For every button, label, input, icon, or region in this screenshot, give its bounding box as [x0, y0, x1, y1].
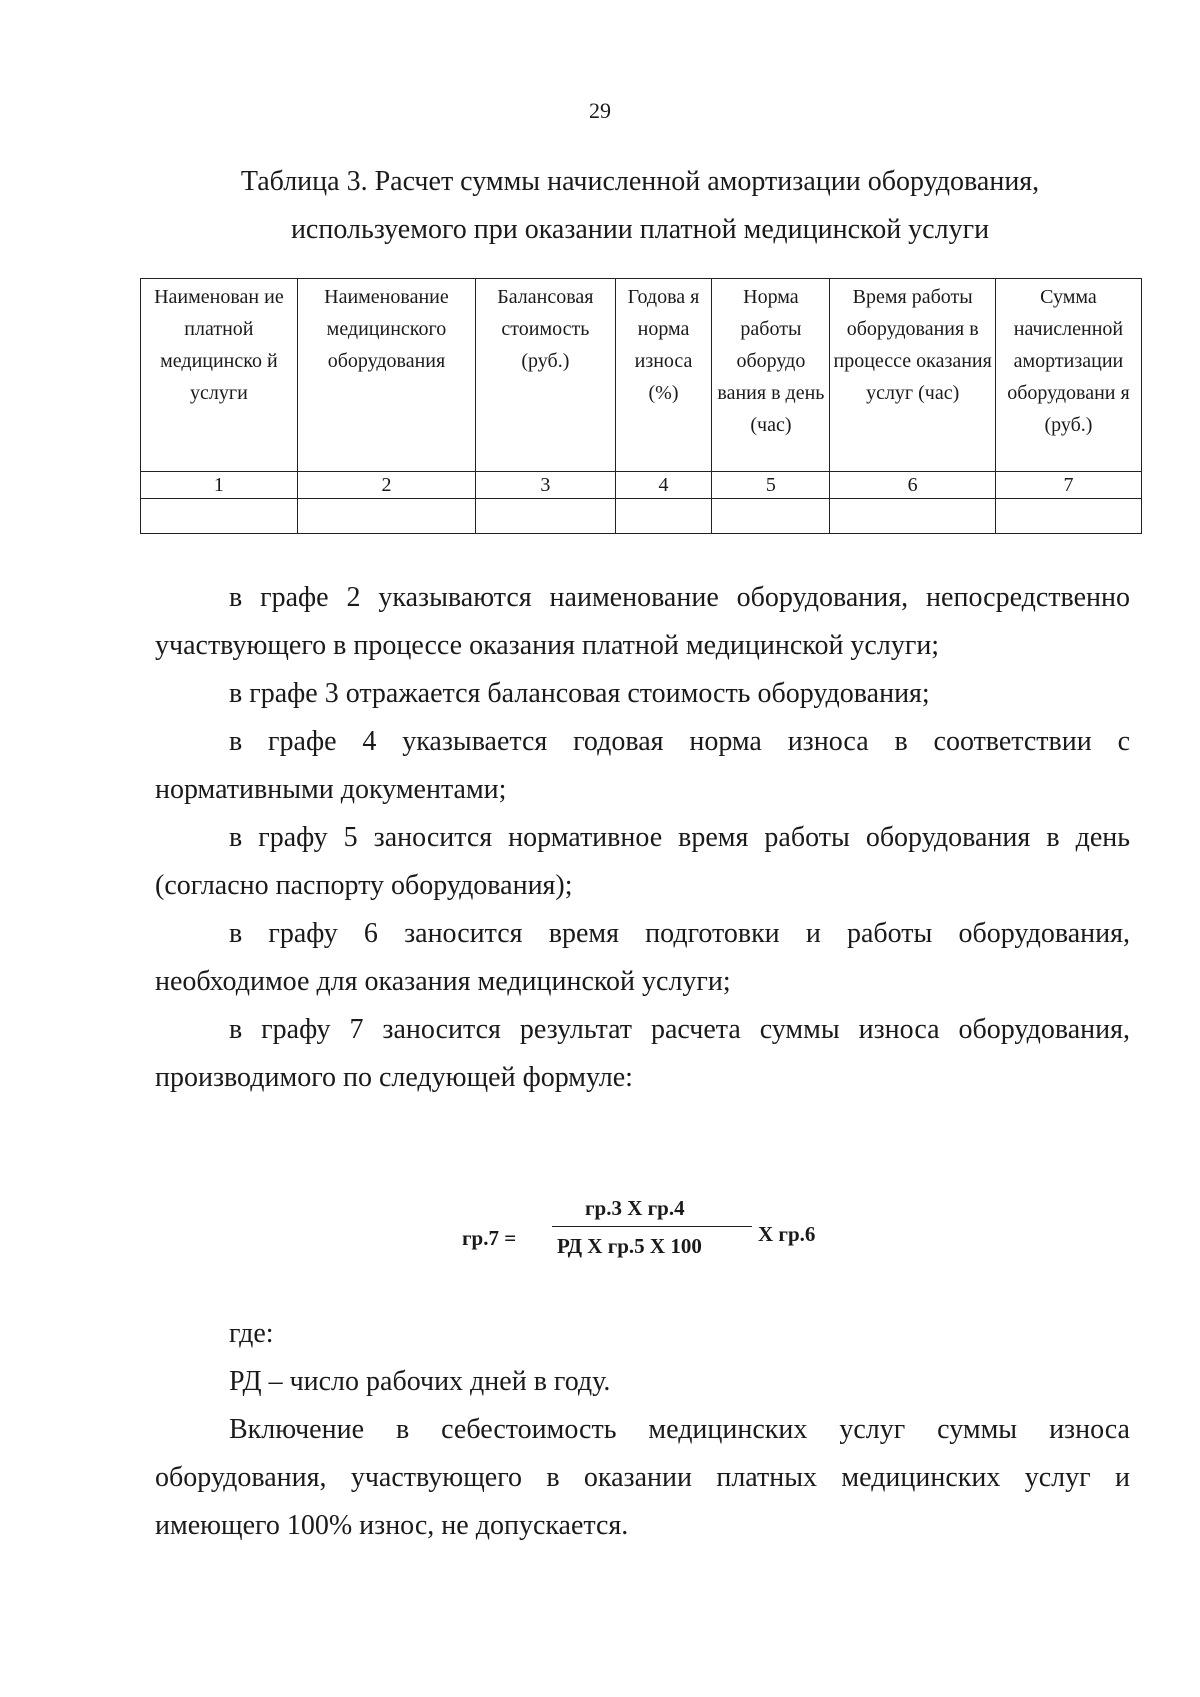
header-cell: Балансовая стоимость (руб.) [476, 279, 616, 472]
closing-paragraph: Включение в себестоимость медицинских услуг суммы износа оборудования, участвующего в оказании платных медицинских услуг и имеющего 100% износ, не допускается. [155, 1414, 1130, 1541]
empty-cell [615, 499, 712, 534]
page-number: 29 [589, 98, 611, 123]
paragraph-column-4: в графе 4 указывается годовая норма износа в соответствии с нормативными документами; [155, 726, 1130, 805]
header-cell: Годова я норма износа (%) [615, 279, 712, 472]
header-cell: Норма работы оборудо вания в день (час) [712, 279, 830, 472]
formula-lhs: гр.7 = [462, 1226, 517, 1250]
paragraph-column-5: в графу 5 заносится нормативное время работы оборудования в день (согласно паспорту оборудования); [155, 822, 1130, 901]
formula-rhs: Х гр.6 [758, 1222, 816, 1246]
formula-numerator: гр.3 Х гр.4 [585, 1196, 685, 1220]
empty-cell [712, 499, 830, 534]
empty-cell [297, 499, 475, 534]
table-header-row [141, 279, 1142, 472]
paragraph-column-6: в графу 6 заносится время подготовки и работы оборудования, необходимое для оказания медицинской услуги; [155, 918, 1130, 997]
header-cell: Время работы оборудования в процессе оказания услуг (час) [830, 279, 995, 472]
table-title-line-1: Таблица 3. Расчет суммы начисленной амортизации оборудования, [240, 166, 1040, 197]
fraction-bar [552, 1226, 752, 1227]
empty-data-row [141, 499, 1142, 534]
where-label: где: [229, 1318, 274, 1349]
column-number-cell: 7 [995, 472, 1141, 499]
table-title [150, 158, 1130, 254]
empty-cell [995, 499, 1141, 534]
paragraph-column-2: в графе 2 указываются наименование оборудования, непосредственно участвующего в процессе оказания платной медицинской услуги; [155, 582, 1130, 661]
column-number-cell: 6 [830, 472, 995, 499]
paragraph-column-3: в графе 3 отражается балансовая стоимость оборудования; [229, 678, 930, 709]
rd-definition: РД – число рабочих дней в году. [229, 1366, 611, 1397]
column-number-cell: 1 [141, 472, 298, 499]
column-descriptions [155, 574, 1130, 1102]
column-number-cell: 3 [476, 472, 616, 499]
formula-denominator: РД Х гр.5 Х 100 [557, 1234, 702, 1258]
column-number-cell: 4 [615, 472, 712, 499]
column-number-row [141, 472, 1142, 499]
table-title-line-2: используемого при оказании платной медицинской услуги [290, 214, 990, 245]
header-cell: Наименование медицинского оборудования [297, 279, 475, 472]
empty-cell [476, 499, 616, 534]
header-cell: Наименован ие платной медицинско й услуги [141, 279, 298, 472]
empty-cell [141, 499, 298, 534]
header-cell: Сумма начисленной амортизации оборудовани я (руб.) [995, 279, 1141, 472]
empty-cell [830, 499, 995, 534]
formula-explanation [155, 1310, 1130, 1550]
column-number-cell: 2 [297, 472, 475, 499]
amortization-table [140, 278, 1142, 534]
paragraph-column-7: в графу 7 заносится результат расчета суммы износа оборудования, производимого по следующей формуле: [155, 1014, 1130, 1093]
column-number-cell: 5 [712, 472, 830, 499]
